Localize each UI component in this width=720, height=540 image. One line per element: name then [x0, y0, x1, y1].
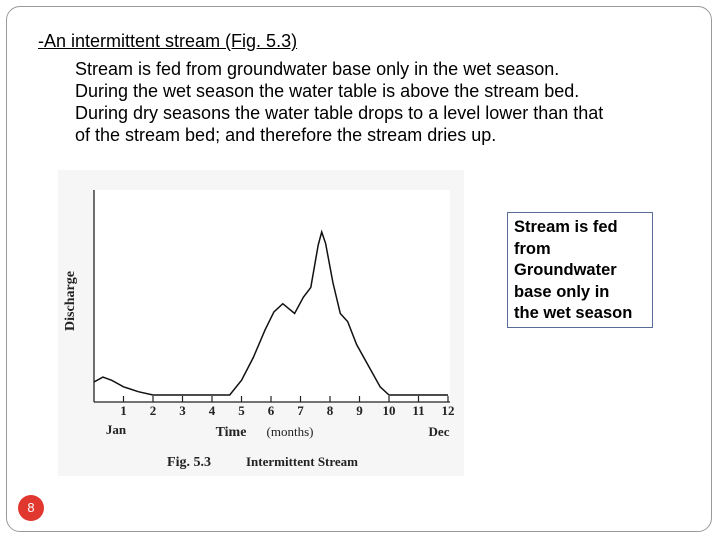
- x-tick-label: 8: [326, 403, 334, 418]
- plot-area: [94, 190, 450, 402]
- x-tick-label: 11: [412, 403, 425, 418]
- callout-line: Stream is fed: [514, 218, 618, 236]
- x-tick-label: 12: [441, 403, 455, 418]
- hydrograph-figure: [58, 170, 464, 476]
- callout-line: the wet season: [514, 304, 633, 322]
- x-axis-unit: (months): [266, 424, 314, 439]
- x-axis-label: Time: [215, 425, 247, 440]
- figure-caption-label: Fig. 5.3: [167, 455, 211, 470]
- slide-body-text: [75, 58, 695, 146]
- hydrograph-svg: [58, 170, 464, 476]
- callout-line: Groundwater: [514, 261, 617, 279]
- x-tick-label: 1: [120, 403, 127, 418]
- body-line: Stream is fed from groundwater base only in the wet season.: [75, 59, 560, 79]
- x-tick-label: 10: [382, 403, 396, 418]
- x-tick-label: 5: [238, 403, 245, 418]
- page-number-badge: 8: [18, 495, 44, 521]
- body-line: During the wet season the water table is above the stream bed.: [75, 81, 580, 101]
- dec-label: Dec: [428, 424, 450, 439]
- x-tick-label: 3: [179, 403, 186, 418]
- x-tick-label: 6: [267, 403, 275, 418]
- y-axis-label: Discharge: [63, 271, 78, 331]
- x-tick-label: 4: [208, 403, 216, 418]
- callout-line: from: [514, 239, 551, 258]
- x-tick-label: 2: [149, 403, 157, 418]
- jan-label: Jan: [105, 422, 127, 437]
- callout-box: [507, 212, 653, 328]
- slide-heading: -An intermittent stream (Fig. 5.3): [38, 31, 298, 51]
- figure-caption-title: Intermittent Stream: [245, 454, 359, 469]
- callout-line: base only in: [514, 282, 610, 301]
- x-tick-label: 9: [356, 403, 363, 418]
- x-tick-label: 7: [297, 403, 304, 418]
- body-line: of the stream bed; and therefore the stream dries up.: [75, 125, 497, 145]
- body-line: During dry seasons the water table drops to a level lower than that: [75, 103, 604, 123]
